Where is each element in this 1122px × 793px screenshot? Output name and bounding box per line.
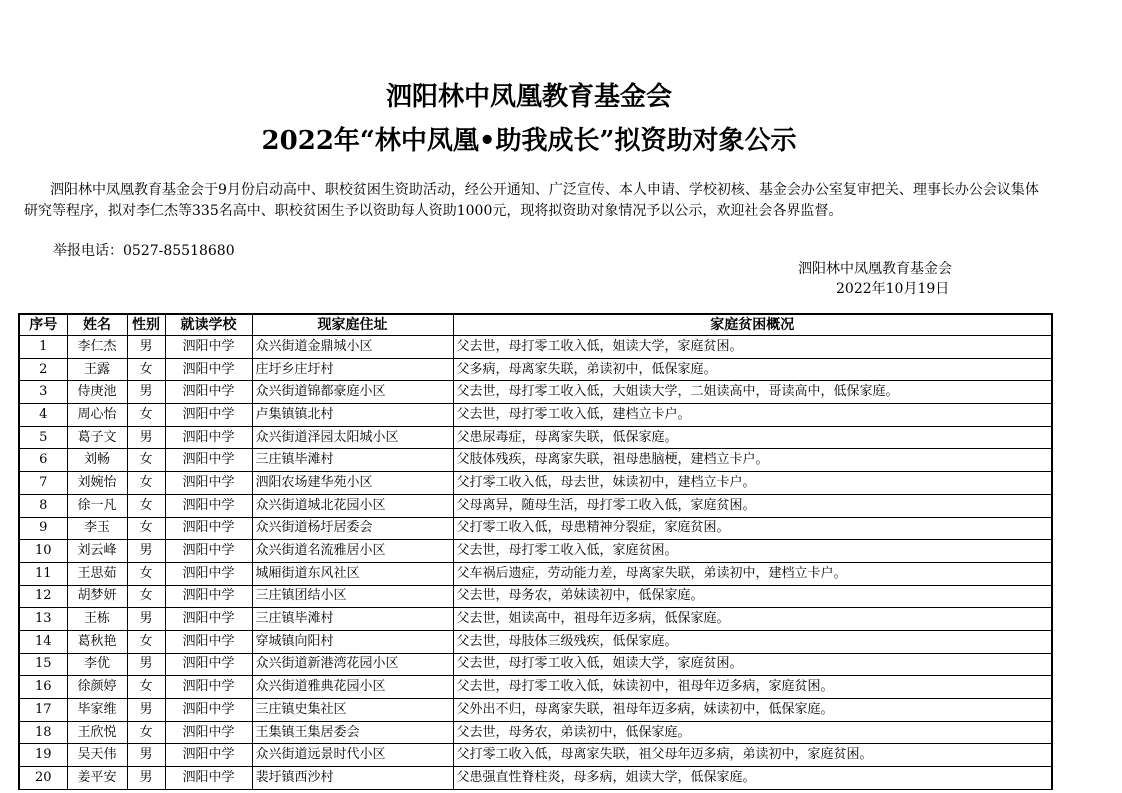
cell-address: 三庄镇史集社区 bbox=[252, 699, 453, 722]
cell-school: 泗阳中学 bbox=[165, 653, 252, 676]
cell-gender: 女 bbox=[127, 562, 165, 585]
table-row bbox=[19, 699, 1052, 722]
cell-school: 泗阳中学 bbox=[165, 404, 252, 427]
table-row bbox=[19, 767, 1052, 790]
cell-gender: 女 bbox=[127, 449, 165, 472]
cell-school: 泗阳中学 bbox=[165, 358, 252, 381]
cell-situation: 父去世，母打零工收入低，建档立卡户。 bbox=[453, 404, 1052, 427]
cell-gender: 男 bbox=[127, 653, 165, 676]
cell-name: 刘畅 bbox=[67, 449, 127, 472]
cell-gender: 男 bbox=[127, 699, 165, 722]
cell-situation: 父车祸后遗症，劳动能力差，母离家失联，弟读初中，建档立卡户。 bbox=[453, 562, 1052, 585]
col-header-index: 序号 bbox=[19, 314, 67, 336]
cell-index: 6 bbox=[19, 449, 67, 472]
table-row bbox=[19, 449, 1052, 472]
cell-situation: 父患尿毒症，母离家失联，低保家庭。 bbox=[453, 426, 1052, 449]
cell-name: 侍庚池 bbox=[67, 381, 127, 404]
cell-address: 庄圩乡庄圩村 bbox=[252, 358, 453, 381]
cell-gender: 女 bbox=[127, 472, 165, 495]
col-header-name: 姓名 bbox=[67, 314, 127, 336]
cell-index: 12 bbox=[19, 585, 67, 608]
cell-gender: 男 bbox=[127, 426, 165, 449]
cell-name: 周心怡 bbox=[67, 404, 127, 427]
cell-gender: 女 bbox=[127, 676, 165, 699]
cell-index: 1 bbox=[19, 336, 67, 359]
cell-address: 穿城镇向阳村 bbox=[252, 630, 453, 653]
table-row bbox=[19, 381, 1052, 404]
table-row bbox=[19, 676, 1052, 699]
cell-school: 泗阳中学 bbox=[165, 562, 252, 585]
cell-name: 徐颜婷 bbox=[67, 676, 127, 699]
cell-situation: 父母离异，随母生活，母打零工收入低，家庭贫困。 bbox=[453, 494, 1052, 517]
cell-situation: 父肢体残疾，母离家失联，祖母患脑梗，建档立卡户。 bbox=[453, 449, 1052, 472]
cell-address: 卢集镇镇北村 bbox=[252, 404, 453, 427]
cell-gender: 女 bbox=[127, 630, 165, 653]
cell-index: 3 bbox=[19, 381, 67, 404]
cell-school: 泗阳中学 bbox=[165, 426, 252, 449]
cell-situation: 父多病，母离家失联，弟读初中，低保家庭。 bbox=[453, 358, 1052, 381]
cell-index: 20 bbox=[19, 767, 67, 790]
cell-school: 泗阳中学 bbox=[165, 494, 252, 517]
table-header-row bbox=[19, 314, 1052, 336]
cell-address: 城厢街道东风社区 bbox=[252, 562, 453, 585]
cell-index: 9 bbox=[19, 517, 67, 540]
cell-situation: 父去世，母打零工收入低，姐读大学，家庭贫困。 bbox=[453, 336, 1052, 359]
cell-school: 泗阳中学 bbox=[165, 381, 252, 404]
cell-situation: 父打零工收入低，母去世，妹读初中，建档立卡户。 bbox=[453, 472, 1052, 495]
cell-situation: 父打零工收入低，母患精神分裂症，家庭贫困。 bbox=[453, 517, 1052, 540]
cell-name: 王栋 bbox=[67, 608, 127, 631]
cell-address: 众兴街道名流雅居小区 bbox=[252, 540, 453, 563]
table-row bbox=[19, 653, 1052, 676]
table-row bbox=[19, 721, 1052, 744]
table-row bbox=[19, 585, 1052, 608]
table-row bbox=[19, 630, 1052, 653]
cell-address: 众兴街道城北花园小区 bbox=[252, 494, 453, 517]
cell-gender: 女 bbox=[127, 585, 165, 608]
cell-gender: 男 bbox=[127, 744, 165, 767]
cell-index: 8 bbox=[19, 494, 67, 517]
table-row bbox=[19, 336, 1052, 359]
col-header-school: 就读学校 bbox=[165, 314, 252, 336]
cell-school: 泗阳中学 bbox=[165, 449, 252, 472]
cell-name: 毕家维 bbox=[67, 699, 127, 722]
cell-index: 13 bbox=[19, 608, 67, 631]
cell-index: 14 bbox=[19, 630, 67, 653]
cell-index: 5 bbox=[19, 426, 67, 449]
cell-name: 葛子文 bbox=[67, 426, 127, 449]
cell-school: 泗阳中学 bbox=[165, 608, 252, 631]
cell-address: 众兴街道金鼎城小区 bbox=[252, 336, 453, 359]
cell-gender: 女 bbox=[127, 494, 165, 517]
cell-gender: 女 bbox=[127, 404, 165, 427]
cell-gender: 男 bbox=[127, 336, 165, 359]
cell-gender: 女 bbox=[127, 721, 165, 744]
table-body bbox=[19, 336, 1052, 790]
cell-index: 2 bbox=[19, 358, 67, 381]
cell-address: 王集镇王集居委会 bbox=[252, 721, 453, 744]
document-subtitle: 2022年“林中凤凰•助我成长”拟资助对象公示 bbox=[261, 126, 797, 156]
cell-index: 15 bbox=[19, 653, 67, 676]
table-row bbox=[19, 358, 1052, 381]
cell-address: 泗阳农场建华苑小区 bbox=[252, 472, 453, 495]
cell-situation: 父去世，母打零工收入低，妹读初中，祖母年迈多病，家庭贫困。 bbox=[453, 676, 1052, 699]
cell-name: 王思茹 bbox=[67, 562, 127, 585]
cell-name: 王露 bbox=[67, 358, 127, 381]
cell-gender: 男 bbox=[127, 381, 165, 404]
signature-date: 2022年10月19日 bbox=[836, 281, 950, 297]
intro-paragraph: 泗阳林中凤凰教育基金会于9月份启动高中、职校贫困生资助活动，经公开通知、广泛宣传、本人申请、学校初核、基金会办公室复审把关、理事长办公会议集体研究等程序，拟对李仁杰等335名高中、职校贫困生予以资助每人资助1000元，现将拟资助对象情况予以公示，欢迎社会各界监督。 bbox=[24, 182, 1039, 219]
cell-address: 众兴街道远景时代小区 bbox=[252, 744, 453, 767]
cell-name: 姜平安 bbox=[67, 767, 127, 790]
cell-gender: 女 bbox=[127, 358, 165, 381]
signature-org: 泗阳林中凤凰教育基金会 bbox=[798, 261, 952, 277]
cell-situation: 父去世，母肢体三级残疾，低保家庭。 bbox=[453, 630, 1052, 653]
col-header-gender: 性别 bbox=[127, 314, 165, 336]
cell-school: 泗阳中学 bbox=[165, 767, 252, 790]
cell-address: 众兴街道新港湾花园小区 bbox=[252, 653, 453, 676]
cell-school: 泗阳中学 bbox=[165, 336, 252, 359]
cell-index: 10 bbox=[19, 540, 67, 563]
cell-index: 18 bbox=[19, 721, 67, 744]
cell-address: 众兴街道雅典花园小区 bbox=[252, 676, 453, 699]
cell-name: 李仁杰 bbox=[67, 336, 127, 359]
cell-school: 泗阳中学 bbox=[165, 517, 252, 540]
cell-name: 吴天伟 bbox=[67, 744, 127, 767]
cell-school: 泗阳中学 bbox=[165, 472, 252, 495]
cell-address: 裴圩镇西沙村 bbox=[252, 767, 453, 790]
cell-address: 三庄镇毕滩村 bbox=[252, 608, 453, 631]
cell-index: 19 bbox=[19, 744, 67, 767]
table-row bbox=[19, 494, 1052, 517]
table-row bbox=[19, 426, 1052, 449]
col-header-situation: 家庭贫困概况 bbox=[453, 314, 1052, 336]
cell-school: 泗阳中学 bbox=[165, 676, 252, 699]
cell-name: 葛秋艳 bbox=[67, 630, 127, 653]
cell-address: 三庄镇团结小区 bbox=[252, 585, 453, 608]
cell-index: 11 bbox=[19, 562, 67, 585]
cell-address: 众兴街道锦都豪庭小区 bbox=[252, 381, 453, 404]
cell-name: 李优 bbox=[67, 653, 127, 676]
cell-situation: 父去世，母务农，弟妹读初中，低保家庭。 bbox=[453, 585, 1052, 608]
table-row bbox=[19, 517, 1052, 540]
cell-name: 李玉 bbox=[67, 517, 127, 540]
cell-situation: 父外出不归，母离家失联，祖母年迈多病，妹读初中，低保家庭。 bbox=[453, 699, 1052, 722]
cell-school: 泗阳中学 bbox=[165, 699, 252, 722]
cell-name: 胡梦妍 bbox=[67, 585, 127, 608]
cell-address: 众兴街道泽园太阳城小区 bbox=[252, 426, 453, 449]
cell-school: 泗阳中学 bbox=[165, 744, 252, 767]
col-header-address: 现家庭住址 bbox=[252, 314, 453, 336]
document-title: 泗阳林中凤凰教育基金会 bbox=[385, 82, 672, 112]
cell-situation: 父去世，母打零工收入低，姐读大学，家庭贫困。 bbox=[453, 653, 1052, 676]
cell-gender: 男 bbox=[127, 767, 165, 790]
cell-address: 众兴街道杨圩居委会 bbox=[252, 517, 453, 540]
table-row bbox=[19, 472, 1052, 495]
cell-name: 刘云峰 bbox=[67, 540, 127, 563]
cell-situation: 父去世，母打零工收入低，大姐读大学，二姐读高中，哥读高中，低保家庭。 bbox=[453, 381, 1052, 404]
cell-gender: 女 bbox=[127, 517, 165, 540]
table-row bbox=[19, 744, 1052, 767]
table-row bbox=[19, 540, 1052, 563]
table-row bbox=[19, 562, 1052, 585]
cell-situation: 父去世，母打零工收入低，家庭贫困。 bbox=[453, 540, 1052, 563]
cell-situation: 父打零工收入低，母离家失联，祖父母年迈多病，弟读初中，家庭贫困。 bbox=[453, 744, 1052, 767]
cell-situation: 父患强直性脊柱炎，母多病，姐读大学，低保家庭。 bbox=[453, 767, 1052, 790]
cell-school: 泗阳中学 bbox=[165, 630, 252, 653]
cell-gender: 男 bbox=[127, 540, 165, 563]
cell-name: 王欣悦 bbox=[67, 721, 127, 744]
cell-index: 7 bbox=[19, 472, 67, 495]
cell-gender: 男 bbox=[127, 608, 165, 631]
table-row bbox=[19, 404, 1052, 427]
cell-index: 16 bbox=[19, 676, 67, 699]
cell-name: 徐一凡 bbox=[67, 494, 127, 517]
cell-name: 刘婉怡 bbox=[67, 472, 127, 495]
recipients-table bbox=[18, 313, 1053, 790]
cell-situation: 父去世，母务农，弟读初中，低保家庭。 bbox=[453, 721, 1052, 744]
table-row bbox=[19, 608, 1052, 631]
cell-index: 17 bbox=[19, 699, 67, 722]
cell-situation: 父去世，姐读高中，祖母年迈多病，低保家庭。 bbox=[453, 608, 1052, 631]
cell-school: 泗阳中学 bbox=[165, 721, 252, 744]
cell-school: 泗阳中学 bbox=[165, 540, 252, 563]
cell-school: 泗阳中学 bbox=[165, 585, 252, 608]
cell-address: 三庄镇毕滩村 bbox=[252, 449, 453, 472]
cell-index: 4 bbox=[19, 404, 67, 427]
report-phone: 举报电话：0527-85518680 bbox=[53, 243, 235, 259]
